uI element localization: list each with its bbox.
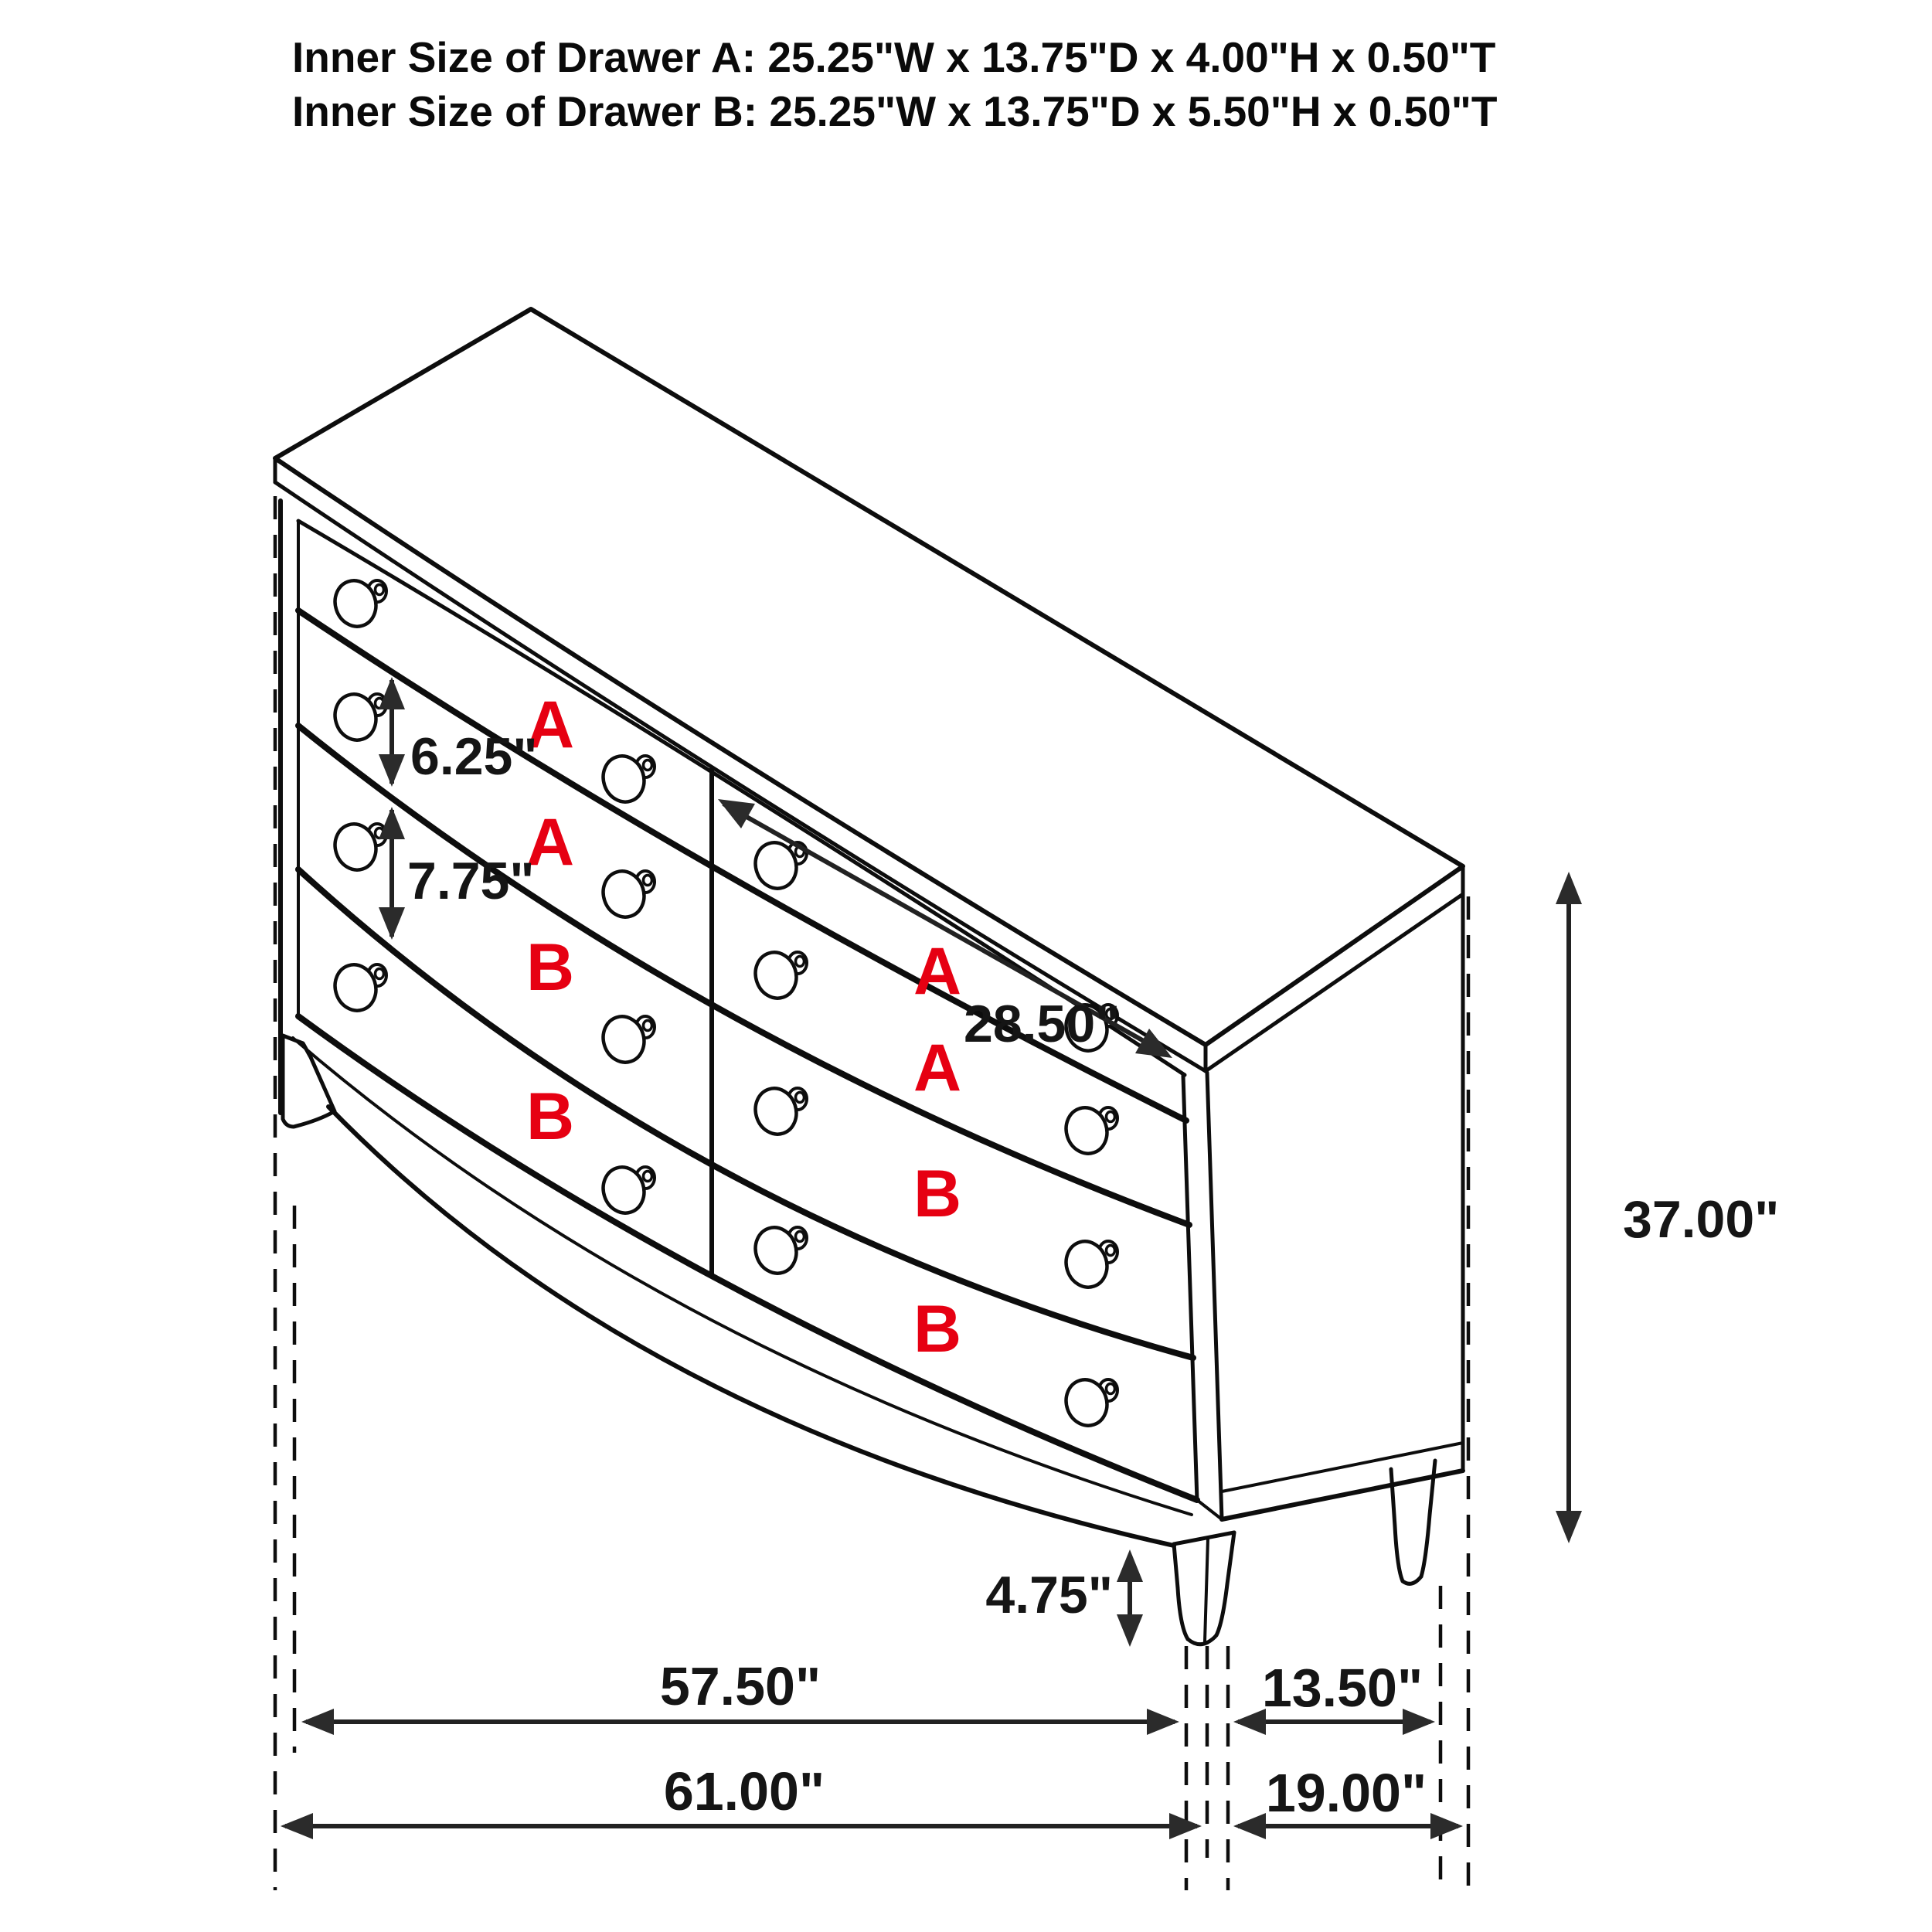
drawer-divider-2 bbox=[298, 726, 1189, 1225]
dimension-side-depth-overall bbox=[1233, 1763, 1463, 1839]
drawer-knob-icon bbox=[329, 575, 386, 631]
right-stile-bottom-edge bbox=[1197, 1500, 1222, 1519]
drawer-divider-3 bbox=[298, 869, 1193, 1358]
arrowhead-left-icon bbox=[301, 1709, 334, 1735]
title-line-1: Inner Size of Drawer A: 25.25"W x 13.75"D x 4.00"H x 0.50"T bbox=[292, 33, 1496, 81]
drawer-letter: A bbox=[526, 805, 575, 879]
drawer-knob-icon bbox=[329, 689, 386, 745]
right-side-bottom-rail-top bbox=[1222, 1443, 1463, 1492]
arrowhead-down-icon bbox=[1556, 1511, 1582, 1543]
back-right-leg-foot bbox=[1403, 1577, 1421, 1583]
right-side-front-edge bbox=[1207, 1073, 1222, 1519]
drawer-knob-icon bbox=[1060, 1374, 1117, 1430]
arrowhead-right-icon bbox=[1147, 1709, 1179, 1735]
dimension-front-width-inner bbox=[301, 1656, 1179, 1735]
dimension-drawer-b-height bbox=[379, 807, 535, 940]
drawer-knob-icon bbox=[750, 1222, 807, 1278]
front-right-leg-arris bbox=[1205, 1539, 1208, 1641]
arrowhead-left-icon bbox=[1233, 1813, 1266, 1839]
drawer-knob-icon bbox=[1060, 1102, 1117, 1158]
drawer-knob-icon bbox=[597, 1162, 655, 1218]
drawer-labels bbox=[526, 688, 961, 1366]
arrowhead-up-icon bbox=[379, 677, 405, 709]
dimension-leg-height bbox=[985, 1549, 1143, 1647]
front-right-leg-foot bbox=[1188, 1635, 1216, 1645]
dresser-top-surface bbox=[275, 309, 1463, 1045]
drawer-letter: A bbox=[526, 688, 575, 762]
dimension-label: 61.00" bbox=[663, 1761, 825, 1821]
dimension-label: 19.00" bbox=[1265, 1763, 1427, 1823]
dimension-drawer-a-height bbox=[379, 677, 538, 787]
top-slab-right-bottom-edge bbox=[1206, 894, 1463, 1071]
drawer-knob-icon bbox=[597, 1011, 655, 1067]
drawer-letter: A bbox=[913, 1031, 962, 1105]
dimension-label: 37.00" bbox=[1623, 1190, 1780, 1249]
arrowhead-up-icon bbox=[1117, 1549, 1143, 1582]
dimension-label: 28.50" bbox=[964, 995, 1121, 1053]
dimension-label: 57.50" bbox=[659, 1656, 821, 1716]
drawer-letter: B bbox=[526, 1080, 575, 1154]
dimension-bank-width bbox=[718, 799, 1172, 1058]
arrowhead-up-icon bbox=[1556, 872, 1582, 904]
front-right-leg bbox=[1174, 1532, 1234, 1645]
arrowhead-down-icon bbox=[379, 754, 405, 787]
drawer-knob-icon bbox=[750, 1083, 807, 1139]
arrowhead-down-icon bbox=[1117, 1614, 1143, 1647]
dimension-label: 7.75" bbox=[407, 852, 535, 910]
arrowhead-left-icon bbox=[1233, 1709, 1266, 1735]
dimension-label: 4.75" bbox=[985, 1566, 1113, 1624]
title-line-2: Inner Size of Drawer B: 25.25"W x 13.75"D x 5.50"H x 0.50"T bbox=[292, 87, 1498, 135]
dimension-label: 6.25" bbox=[410, 727, 538, 786]
drawer-knob-icon bbox=[329, 959, 386, 1015]
drawer-knob-icon bbox=[597, 750, 655, 807]
dimension-side-depth-inner bbox=[1233, 1658, 1435, 1735]
arrowhead-up-icon bbox=[379, 807, 405, 839]
right-side-bottom-rail-bottom bbox=[1222, 1471, 1463, 1519]
dimension-front-width-overall bbox=[281, 1761, 1202, 1839]
dresser-drawing bbox=[275, 309, 1463, 1645]
arrowhead-left-icon bbox=[281, 1813, 313, 1839]
drawer-knob-icon bbox=[750, 947, 807, 1003]
drawer-bottom-edge bbox=[298, 1016, 1197, 1500]
front-right-leg-left-edge bbox=[1174, 1544, 1188, 1639]
base-rail-bottom bbox=[328, 1107, 1174, 1546]
drawer-letter: B bbox=[913, 1292, 962, 1366]
drawer-letter: A bbox=[913, 934, 962, 1009]
drawer-knob-icon bbox=[597, 866, 655, 922]
front-right-leg-top-edge bbox=[1174, 1532, 1234, 1544]
arrowhead-upleft-icon bbox=[718, 799, 755, 828]
arrowhead-right-icon bbox=[1430, 1813, 1463, 1839]
case-top-edge bbox=[298, 521, 1185, 1075]
drawer-knob-icon bbox=[329, 818, 386, 875]
dimension-overall-height bbox=[1556, 872, 1779, 1543]
drawer-knob-icon bbox=[1060, 1236, 1117, 1292]
dimension-label: 13.50" bbox=[1261, 1658, 1423, 1718]
front-left-leg bbox=[283, 1036, 335, 1127]
arrowhead-down-icon bbox=[379, 907, 405, 940]
right-stile-left-edge bbox=[1183, 1076, 1197, 1501]
drawer-letter: B bbox=[913, 1157, 962, 1231]
drawer-letter: B bbox=[526, 930, 575, 1005]
front-right-leg-right-edge bbox=[1216, 1532, 1234, 1635]
